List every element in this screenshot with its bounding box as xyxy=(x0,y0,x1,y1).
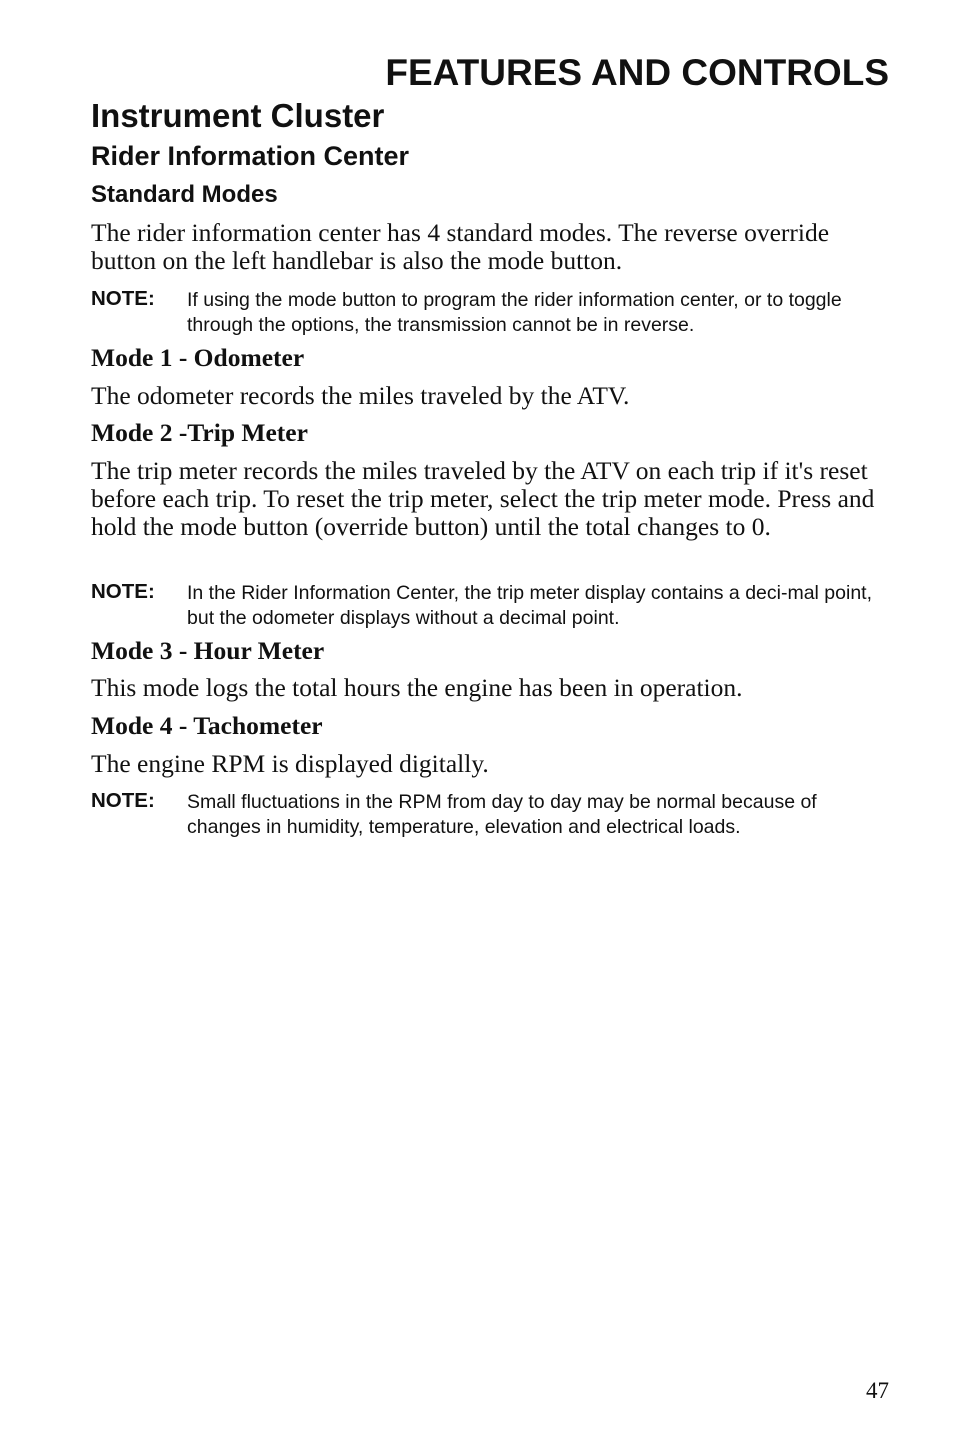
chapter-title: FEATURES AND CONTROLS xyxy=(385,52,889,93)
note-label: NOTE: xyxy=(91,580,155,603)
note-block xyxy=(91,580,889,632)
subsection-title: Rider Information Center xyxy=(91,141,410,171)
mode-heading: Mode 3 - Hour Meter xyxy=(91,636,325,665)
mode-description: The trip meter records the miles traveled by the ATV on each trip if it's reset before each trip. To reset the trip meter, select the trip meter mode. Press and hold the mode button (override button) until the total changes to 0. xyxy=(91,456,875,541)
note-text: If using the mode button to program the rider information center, or to toggle through the options, the transmission cannot be in reverse. xyxy=(187,289,842,336)
mode-heading: Mode 1 - Odometer xyxy=(91,343,305,372)
mode-heading: Mode 4 - Tachometer xyxy=(91,711,323,740)
subsubsection-title: Standard Modes xyxy=(91,181,278,208)
note-block xyxy=(91,287,889,339)
note-label: NOTE: xyxy=(91,789,155,812)
note-block xyxy=(91,789,889,841)
mode-heading: Mode 2 -Trip Meter xyxy=(91,418,308,447)
mode-description: The odometer records the miles traveled by the ATV. xyxy=(91,381,630,410)
page-number: 47 xyxy=(866,1378,889,1403)
note-label: NOTE: xyxy=(91,287,155,310)
note-text: Small fluctuations in the RPM from day to day may be normal because of changes in humidity, temperature, elevation and electrical loads. xyxy=(187,791,817,838)
intro-paragraph: The rider information center has 4 standard modes. The reverse override button on the left handlebar is also the mode button. xyxy=(91,218,830,275)
mode-description: This mode logs the total hours the engine has been in operation. xyxy=(91,673,743,702)
note-text: In the Rider Information Center, the trip meter display contains a deci-mal point, but the odometer displays without a decimal point. xyxy=(187,582,873,629)
section-title: Instrument Cluster xyxy=(91,97,385,134)
mode-description: The engine RPM is displayed digitally. xyxy=(91,749,489,778)
